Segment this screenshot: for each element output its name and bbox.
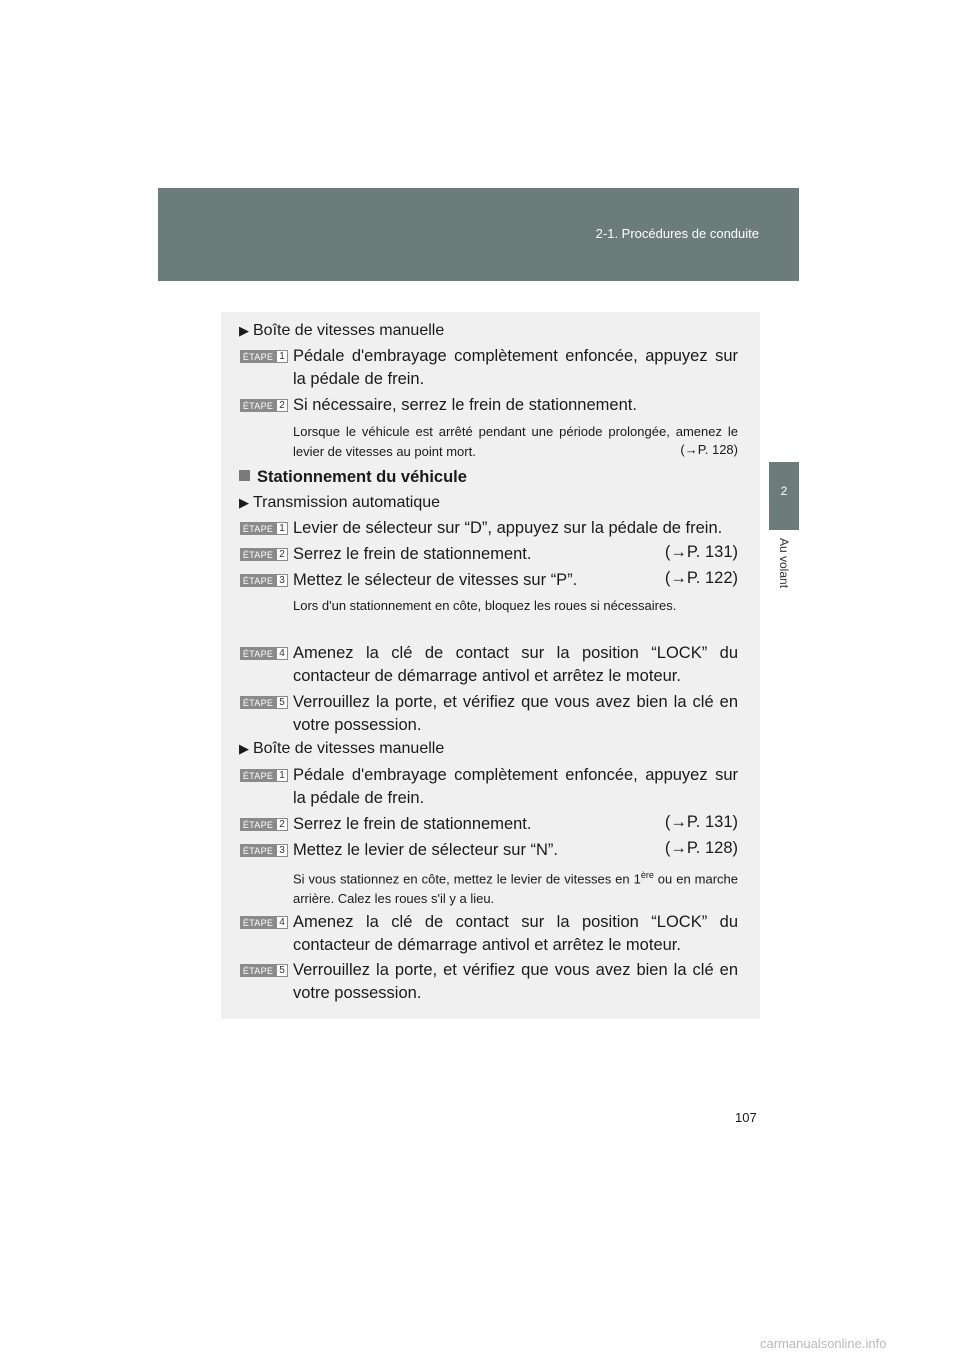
manual1-step1-text: Pédale d'embrayage complètement enfoncée, appuyez sur la pédale de frein. (293, 347, 738, 388)
content-panel (221, 312, 760, 1019)
chapter-tab (769, 462, 799, 530)
step-badge-3: ÉTAPE 3 (240, 844, 290, 857)
auto-step2-text: Serrez le frein de stationnement. (293, 545, 532, 563)
triangle-right-icon: ▶ (239, 741, 249, 756)
square-bullet-icon (239, 470, 250, 481)
step-badge-4: ÉTAPE 4 (240, 647, 290, 660)
header-title: 2-1. Procédures de conduite (595, 226, 759, 241)
footer-watermark: carmanualsonline.info (760, 1336, 887, 1351)
step-badge-2: ÉTAPE 2 (240, 548, 290, 561)
manual-heading-1: ▶ Boîte de vitesses manuelle (239, 322, 445, 339)
manual2-step3-text: Mettez le levier de sélecteur sur “N”. (293, 841, 559, 859)
step-badge-3: ÉTAPE 3 (240, 574, 290, 587)
manual1-step2-text: Si nécessaire, serrez le frein de stationnement. (293, 396, 637, 414)
manual2-step2-ref: (→P. 131) (664, 813, 738, 831)
triangle-right-icon: ▶ (239, 323, 249, 338)
manual2-step5-text: Verrouillez la porte, et vérifiez que vous avez bien la clé en votre possession. (293, 961, 738, 1002)
step-badge-4: ÉTAPE 4 (240, 916, 290, 929)
step-badge-1: ÉTAPE 1 (240, 350, 290, 363)
manual2-step1-text: Pédale d'embrayage complètement enfoncée, appuyez sur la pédale de frein. (293, 766, 738, 807)
step-badge-2: ÉTAPE 2 (240, 399, 290, 412)
page-number: 107 (735, 1110, 757, 1125)
step-badge-1: ÉTAPE 1 (240, 522, 290, 535)
auto-note: Lors d'un stationnement en côte, bloquez les roues si nécessaires. (293, 598, 677, 613)
step-badge-1: ÉTAPE 1 (240, 769, 290, 782)
chapter-number: 2 (780, 484, 788, 498)
auto-step3-ref: (→P. 122) (664, 569, 738, 587)
chapter-label: Au volant (777, 538, 791, 589)
auto-step5-text: Verrouillez la porte, et vérifiez que vous avez bien la clé en votre possession. (293, 693, 738, 734)
auto-step2-ref: (→P. 131) (664, 543, 738, 561)
auto-step3-text: Mettez le sélecteur de vitesses sur “P”. (293, 571, 578, 589)
step-badge-5: ÉTAPE 5 (240, 964, 290, 977)
chapter-header (158, 188, 799, 281)
auto-step1-text: Levier de sélecteur sur “D”, appuyez sur la pédale de frein. (293, 519, 723, 537)
section-title: Stationnement du véhicule (239, 468, 467, 487)
auto-step4-text: Amenez la clé de contact sur la position “LOCK” du contacteur de démarrage antivol et arrêtez le moteur. (293, 644, 738, 685)
manual2-step3-ref: (→P. 128) (664, 839, 738, 857)
manual2-step4-text: Amenez la clé de contact sur la position “LOCK” du contacteur de démarrage antivol et arrêtez le moteur. (293, 913, 738, 954)
step-badge-2: ÉTAPE 2 (240, 818, 290, 831)
triangle-right-icon: ▶ (239, 495, 249, 510)
manual1-note-ref: (→P. 128) (680, 442, 738, 457)
manual-heading-2: ▶ Boîte de vitesses manuelle (239, 740, 445, 757)
manual2-note: Si vous stationnez en côte, mettez le levier de vitesses en 1ère ou en marche arrière. Calez les roues s'il y a lieu. (293, 870, 738, 907)
step-badge-5: ÉTAPE 5 (240, 696, 290, 709)
auto-heading: ▶ Transmission automatique (239, 494, 441, 511)
manual2-step2-text: Serrez le frein de stationnement. (293, 815, 532, 833)
manual1-note: Lorsque le véhicule est arrêté pendant une période prolongée, amenez le levier de vitesses au point mort. (293, 424, 738, 459)
